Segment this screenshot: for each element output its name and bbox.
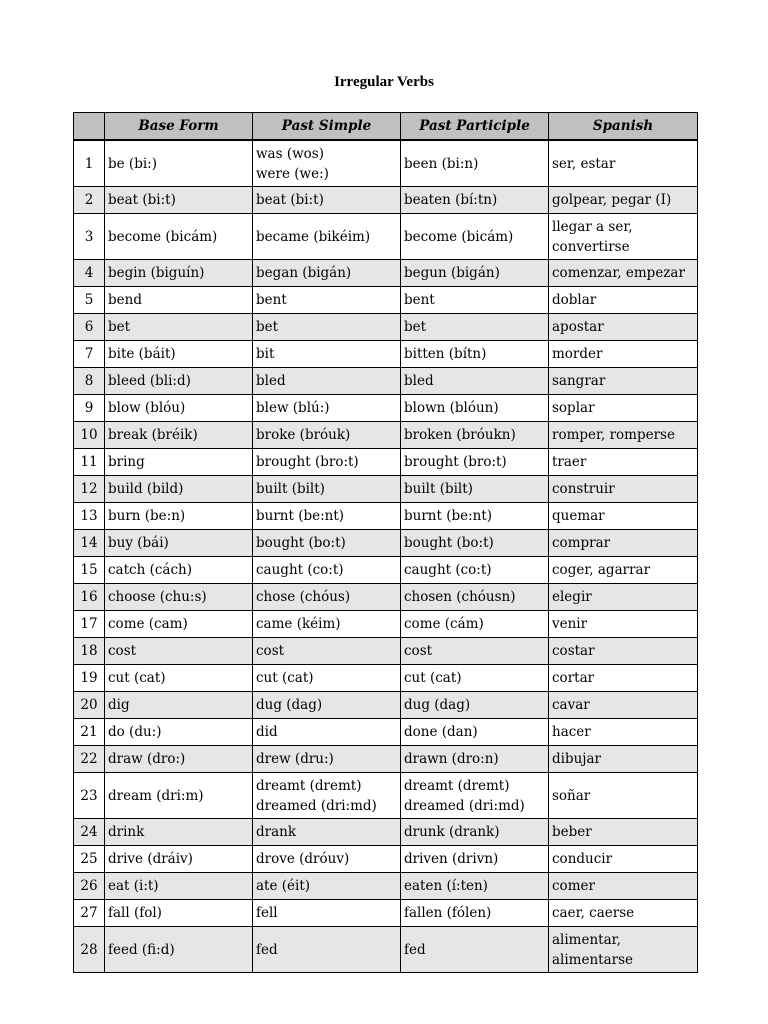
- cell-text: comer: [552, 878, 595, 894]
- past-participle-cell: [401, 584, 549, 611]
- cell-text: quemar: [552, 508, 605, 524]
- cell-text: bite (báit): [108, 346, 176, 362]
- cell-text: bet: [404, 319, 427, 335]
- row-number: 20: [74, 692, 105, 719]
- past-participle-cell: [401, 287, 549, 314]
- spanish-cell: [549, 746, 698, 773]
- past-participle-cell: [401, 638, 549, 665]
- cell-text: dibujar: [552, 751, 601, 767]
- cell-text: cut (cat): [404, 670, 462, 686]
- cell-text: golpear, pegar (I): [552, 192, 672, 208]
- cell-text: build (bild): [108, 481, 184, 497]
- spanish-cell: [549, 846, 698, 873]
- cell-text: drunk (drank): [404, 824, 500, 840]
- past-simple-cell: [253, 214, 401, 260]
- row-number: 22: [74, 746, 105, 773]
- spanish-cell: [549, 584, 698, 611]
- base-form-cell: [105, 260, 253, 287]
- base-form-cell: [105, 314, 253, 341]
- spanish-cell: [549, 692, 698, 719]
- cell-text: morder: [552, 346, 603, 362]
- row-number: 27: [74, 900, 105, 927]
- cell-text: done (dan): [404, 724, 478, 740]
- table-row: [74, 214, 698, 260]
- cell-text: brought (bro:t): [404, 454, 507, 470]
- cell-text: costar: [552, 643, 595, 659]
- base-form-cell: [105, 611, 253, 638]
- cell-text: bet: [256, 319, 279, 335]
- cell-text: fall (fol): [108, 905, 162, 921]
- cell-text: ate (éit): [256, 878, 311, 894]
- header-spanish: Spanish: [549, 113, 698, 141]
- row-number: 1: [74, 140, 105, 187]
- cell-text: dug (dag): [256, 697, 323, 713]
- table-row: [74, 287, 698, 314]
- spanish-cell: [549, 719, 698, 746]
- table-row: [74, 638, 698, 665]
- past-simple-cell: [253, 638, 401, 665]
- cell-text: traer: [552, 454, 587, 470]
- header-number: [74, 113, 105, 141]
- cell-text: bet: [108, 319, 131, 335]
- cell-text: was (wos): [256, 145, 324, 162]
- table-row: [74, 773, 698, 819]
- cell-text: did: [256, 724, 278, 740]
- cell-text: come (cám): [404, 616, 484, 632]
- cell-text: bought (bo:t): [404, 535, 494, 551]
- header-past-simple: Past Simple: [253, 113, 401, 141]
- past-simple-cell: [253, 692, 401, 719]
- past-participle-cell: [401, 314, 549, 341]
- past-simple-cell: [253, 341, 401, 368]
- table-row: [74, 449, 698, 476]
- cell-text: drink: [108, 824, 145, 840]
- past-simple-cell: [253, 395, 401, 422]
- cell-text: fed: [404, 941, 426, 958]
- past-simple-cell: [253, 773, 401, 819]
- cell-text: drawn (dro:n): [404, 751, 499, 767]
- base-form-cell: [105, 900, 253, 927]
- past-participle-cell: [401, 873, 549, 900]
- spanish-cell: [549, 260, 698, 287]
- cell-text: dream (dri:m): [108, 787, 204, 804]
- cell-text: came (kéim): [256, 616, 341, 632]
- past-participle-cell: [401, 530, 549, 557]
- spanish-cell: [549, 140, 698, 187]
- cell-text: choose (chu:s): [108, 589, 207, 605]
- cell-text: be (bi:): [108, 155, 157, 172]
- cell-text: venir: [552, 616, 588, 632]
- table-row: [74, 557, 698, 584]
- past-simple-cell: [253, 287, 401, 314]
- base-form-cell: [105, 187, 253, 214]
- cell-text: fell: [256, 905, 278, 921]
- spanish-cell: [549, 314, 698, 341]
- cell-text: dreamt (dremt): [256, 777, 362, 794]
- past-participle-cell: [401, 140, 549, 187]
- past-simple-cell: [253, 368, 401, 395]
- cell-text: cost: [256, 643, 285, 659]
- cell-text: built (bilt): [404, 481, 473, 497]
- table-body: [74, 140, 698, 973]
- base-form-cell: [105, 692, 253, 719]
- past-simple-cell: [253, 476, 401, 503]
- cell-text: become (bicám): [108, 228, 218, 245]
- table-row: [74, 187, 698, 214]
- past-simple-cell: [253, 140, 401, 187]
- past-simple-cell: [253, 819, 401, 846]
- table-row: [74, 503, 698, 530]
- table-row: [74, 476, 698, 503]
- spanish-cell: [549, 638, 698, 665]
- spanish-cell: [549, 503, 698, 530]
- cell-text: cut (cat): [256, 670, 314, 686]
- past-simple-cell: [253, 927, 401, 973]
- table-row: [74, 611, 698, 638]
- cell-text: dreamed (dri:md): [256, 797, 377, 814]
- spanish-cell: [549, 476, 698, 503]
- cell-text: burn (be:n): [108, 508, 186, 524]
- spanish-cell: [549, 395, 698, 422]
- cell-text: blew (blú:): [256, 400, 330, 416]
- table-row: [74, 665, 698, 692]
- table-row: [74, 140, 698, 187]
- cell-text: convertirse: [552, 238, 630, 255]
- cell-text: romper, romperse: [552, 427, 675, 443]
- cell-text: drank: [256, 824, 297, 840]
- past-participle-cell: [401, 819, 549, 846]
- cell-text: begin (biguín): [108, 265, 205, 281]
- cell-text: bleed (bli:d): [108, 373, 191, 389]
- past-participle-cell: [401, 746, 549, 773]
- table-row: [74, 900, 698, 927]
- cell-text: began (bigán): [256, 265, 352, 281]
- base-form-cell: [105, 557, 253, 584]
- row-number: 13: [74, 503, 105, 530]
- base-form-cell: [105, 395, 253, 422]
- row-number: 3: [74, 214, 105, 260]
- cell-text: draw (dro:): [108, 751, 186, 767]
- cell-text: construir: [552, 481, 615, 497]
- cell-text: beber: [552, 824, 592, 840]
- cell-text: chose (chóus): [256, 589, 351, 605]
- past-participle-cell: [401, 341, 549, 368]
- past-simple-cell: [253, 422, 401, 449]
- cell-text: broken (bróukn): [404, 427, 516, 443]
- cell-text: bought (bo:t): [256, 535, 346, 551]
- past-participle-cell: [401, 846, 549, 873]
- table-row: [74, 530, 698, 557]
- cell-text: elegir: [552, 589, 592, 605]
- past-participle-cell: [401, 449, 549, 476]
- spanish-cell: [549, 422, 698, 449]
- cell-text: cost: [404, 643, 433, 659]
- table-row: [74, 341, 698, 368]
- spanish-cell: [549, 287, 698, 314]
- past-participle-cell: [401, 927, 549, 973]
- past-simple-cell: [253, 187, 401, 214]
- past-simple-cell: [253, 900, 401, 927]
- row-number: 10: [74, 422, 105, 449]
- verbs-table: [73, 112, 698, 973]
- cell-text: coger, agarrar: [552, 562, 651, 578]
- base-form-cell: [105, 449, 253, 476]
- past-simple-cell: [253, 584, 401, 611]
- past-simple-cell: [253, 873, 401, 900]
- cell-text: come (cam): [108, 616, 188, 632]
- cell-text: cost: [108, 643, 137, 659]
- past-simple-cell: [253, 260, 401, 287]
- spanish-cell: [549, 214, 698, 260]
- table-row: [74, 719, 698, 746]
- row-number: 8: [74, 368, 105, 395]
- past-participle-cell: [401, 692, 549, 719]
- row-number: 2: [74, 187, 105, 214]
- base-form-cell: [105, 214, 253, 260]
- past-simple-cell: [253, 611, 401, 638]
- past-participle-cell: [401, 214, 549, 260]
- cell-text: bled: [404, 373, 434, 389]
- row-number: 4: [74, 260, 105, 287]
- cell-text: do (du:): [108, 724, 162, 740]
- table-row: [74, 422, 698, 449]
- spanish-cell: [549, 873, 698, 900]
- past-participle-cell: [401, 665, 549, 692]
- spanish-cell: [549, 449, 698, 476]
- cell-text: bit: [256, 346, 275, 362]
- past-participle-cell: [401, 557, 549, 584]
- spanish-cell: [549, 819, 698, 846]
- table-row: [74, 260, 698, 287]
- base-form-cell: [105, 287, 253, 314]
- cell-text: beaten (bí:tn): [404, 192, 498, 208]
- cell-text: llegar a ser,: [552, 218, 633, 235]
- cell-text: bitten (bítn): [404, 346, 487, 362]
- cell-text: sangrar: [552, 373, 606, 389]
- past-participle-cell: [401, 395, 549, 422]
- cell-text: burnt (be:nt): [404, 508, 493, 524]
- cell-text: break (bréik): [108, 427, 198, 443]
- cell-text: became (bikéim): [256, 228, 371, 245]
- base-form-cell: [105, 638, 253, 665]
- past-simple-cell: [253, 530, 401, 557]
- cell-text: caught (co:t): [256, 562, 344, 578]
- cell-text: alimentar,: [552, 931, 621, 948]
- header-past-participle: Past Participle: [401, 113, 549, 141]
- row-number: 6: [74, 314, 105, 341]
- cell-text: burnt (be:nt): [256, 508, 345, 524]
- cell-text: been (bi:n): [404, 155, 479, 172]
- base-form-cell: [105, 503, 253, 530]
- cell-text: drove (dróuv): [256, 851, 350, 867]
- past-participle-cell: [401, 773, 549, 819]
- table-row: [74, 819, 698, 846]
- cell-text: bend: [108, 292, 142, 308]
- base-form-cell: [105, 819, 253, 846]
- cell-text: brought (bro:t): [256, 454, 359, 470]
- past-simple-cell: [253, 503, 401, 530]
- table-row: [74, 846, 698, 873]
- spanish-cell: [549, 900, 698, 927]
- row-number: 24: [74, 819, 105, 846]
- table-row: [74, 873, 698, 900]
- base-form-cell: [105, 476, 253, 503]
- past-participle-cell: [401, 187, 549, 214]
- row-number: 18: [74, 638, 105, 665]
- base-form-cell: [105, 140, 253, 187]
- spanish-cell: [549, 187, 698, 214]
- row-number: 5: [74, 287, 105, 314]
- cell-text: comenzar, empezar: [552, 265, 685, 281]
- cell-text: bring: [108, 454, 145, 470]
- base-form-cell: [105, 927, 253, 973]
- spanish-cell: [549, 557, 698, 584]
- cell-text: fallen (fólen): [404, 905, 492, 921]
- cell-text: buy (bái): [108, 535, 169, 551]
- row-number: 17: [74, 611, 105, 638]
- cell-text: driven (drivn): [404, 851, 499, 867]
- past-simple-cell: [253, 846, 401, 873]
- base-form-cell: [105, 368, 253, 395]
- cell-text: were (we:): [256, 165, 329, 182]
- cell-text: blown (blóun): [404, 400, 499, 416]
- spanish-cell: [549, 611, 698, 638]
- row-number: 26: [74, 873, 105, 900]
- past-simple-cell: [253, 557, 401, 584]
- cell-text: hacer: [552, 724, 591, 740]
- past-participle-cell: [401, 422, 549, 449]
- base-form-cell: [105, 846, 253, 873]
- cell-text: soplar: [552, 400, 595, 416]
- row-number: 16: [74, 584, 105, 611]
- cell-text: caer, caerse: [552, 905, 635, 921]
- past-participle-cell: [401, 503, 549, 530]
- cell-text: bled: [256, 373, 286, 389]
- base-form-cell: [105, 746, 253, 773]
- cell-text: dig: [108, 697, 130, 713]
- cell-text: cut (cat): [108, 670, 166, 686]
- cell-text: become (bicám): [404, 228, 514, 245]
- cell-text: ser, estar: [552, 155, 616, 172]
- cell-text: soñar: [552, 787, 591, 804]
- spanish-cell: [549, 341, 698, 368]
- spanish-cell: [549, 368, 698, 395]
- cell-text: drew (dru:): [256, 751, 334, 767]
- row-number: 9: [74, 395, 105, 422]
- cell-text: cortar: [552, 670, 595, 686]
- cell-text: eat (i:t): [108, 878, 159, 894]
- past-simple-cell: [253, 746, 401, 773]
- cell-text: eaten (í:ten): [404, 878, 488, 894]
- base-form-cell: [105, 773, 253, 819]
- past-participle-cell: [401, 368, 549, 395]
- page-title: Irregular Verbs: [334, 74, 434, 90]
- cell-text: beat (bi:t): [256, 192, 324, 208]
- row-number: 25: [74, 846, 105, 873]
- past-participle-cell: [401, 719, 549, 746]
- cell-text: chosen (chóusn): [404, 589, 516, 605]
- cell-text: bent: [256, 292, 287, 308]
- row-number: 19: [74, 665, 105, 692]
- past-participle-cell: [401, 260, 549, 287]
- cell-text: dreamt (dremt): [404, 777, 510, 794]
- row-number: 28: [74, 927, 105, 973]
- base-form-cell: [105, 665, 253, 692]
- table-row: [74, 927, 698, 973]
- cell-text: dug (dag): [404, 697, 471, 713]
- cell-text: comprar: [552, 535, 611, 551]
- past-simple-cell: [253, 449, 401, 476]
- cell-text: drive (dráiv): [108, 851, 193, 867]
- cell-text: cavar: [552, 697, 590, 713]
- row-number: 15: [74, 557, 105, 584]
- row-number: 12: [74, 476, 105, 503]
- cell-text: broke (bróuk): [256, 427, 351, 443]
- spanish-cell: [549, 927, 698, 973]
- past-simple-cell: [253, 314, 401, 341]
- table-row: [74, 584, 698, 611]
- base-form-cell: [105, 341, 253, 368]
- cell-text: conducir: [552, 851, 613, 867]
- header-base-form: Base Form: [105, 113, 253, 141]
- base-form-cell: [105, 873, 253, 900]
- cell-text: doblar: [552, 292, 597, 308]
- table-row: [74, 314, 698, 341]
- past-simple-cell: [253, 719, 401, 746]
- base-form-cell: [105, 719, 253, 746]
- cell-text: built (bilt): [256, 481, 325, 497]
- past-simple-cell: [253, 665, 401, 692]
- row-number: 14: [74, 530, 105, 557]
- table-row: [74, 746, 698, 773]
- cell-text: caught (co:t): [404, 562, 492, 578]
- cell-text: apostar: [552, 319, 604, 335]
- cell-text: fed: [256, 941, 278, 958]
- past-participle-cell: [401, 900, 549, 927]
- past-participle-cell: [401, 476, 549, 503]
- cell-text: dreamed (dri:md): [404, 797, 525, 814]
- spanish-cell: [549, 773, 698, 819]
- base-form-cell: [105, 530, 253, 557]
- table-row: [74, 692, 698, 719]
- past-participle-cell: [401, 611, 549, 638]
- spanish-cell: [549, 665, 698, 692]
- cell-text: catch (cách): [108, 562, 192, 578]
- row-number: 7: [74, 341, 105, 368]
- cell-text: beat (bi:t): [108, 192, 176, 208]
- cell-text: feed (fi:d): [108, 941, 175, 958]
- header-row: [74, 113, 698, 141]
- row-number: 23: [74, 773, 105, 819]
- cell-text: bent: [404, 292, 435, 308]
- row-number: 11: [74, 449, 105, 476]
- row-number: 21: [74, 719, 105, 746]
- table-row: [74, 395, 698, 422]
- cell-text: begun (bigán): [404, 265, 500, 281]
- base-form-cell: [105, 584, 253, 611]
- spanish-cell: [549, 530, 698, 557]
- cell-text: blow (blóu): [108, 400, 186, 416]
- base-form-cell: [105, 422, 253, 449]
- table-row: [74, 368, 698, 395]
- cell-text: alimentarse: [552, 951, 634, 968]
